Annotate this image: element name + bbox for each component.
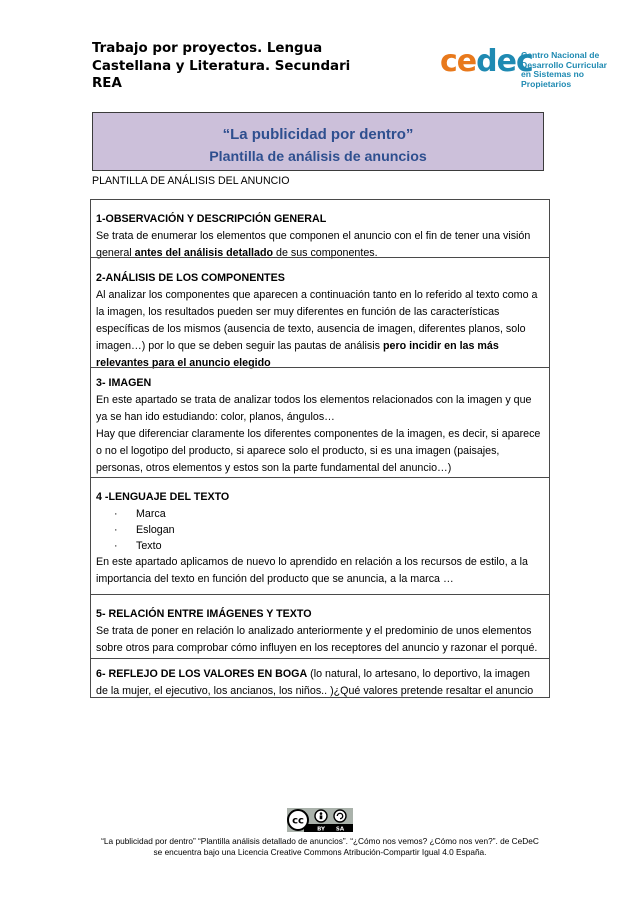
title-banner [92,112,544,171]
section-2-components [90,257,550,367]
section-4-text-language [90,477,550,594]
section-text: En este apartado aplicamos de nuevo lo aprendido en relación a los recursos de estilo, a la importancia del texto en función del producto que se anuncia, a la marca … [96,555,528,585]
bullet-item: · Texto [96,538,544,554]
logo-word-part-dec: dec [476,44,533,79]
by-person-body [320,815,323,819]
section-3-image [90,367,550,477]
creative-commons-badge [287,808,353,832]
section-bullet-list [96,506,544,554]
cedec-logo-word [440,44,533,79]
license-footer [88,836,552,859]
sa-label: SA [335,826,345,832]
text-part: Se trata de enumerar los elementos que componen el anuncio con el fin de tener una visión general [96,229,531,259]
section-5-image-text-relation [90,594,550,658]
sa-share-alike-icon [334,810,346,822]
cedec-logo-caption: Centro Nacional de Desarrollo Curricular en Sistemas no Propietarios [521,50,607,89]
text-part: Al analizar los componentes que aparecen a continuación tanto en lo referido al texto como a la imagen, los resultados pueden ser muy diferentes en función de las características específicas de los mismos (ausencia de texto, ausencia de imagen, diferentes planos, solo imagen…) por lo que se deben seguir las pautas de análisis [96,288,538,352]
section-1-observation [90,199,550,257]
footer-line-2: se encuentra bajo una Licencia Creative Commons Atribución-Compartir Igual 4.0 España. [153,847,487,858]
bullet-item: · Eslogan [96,522,544,538]
badge-label-strip [304,824,353,832]
section-text [96,666,544,700]
section-text: En este apartado se trata de analizar todos los elementos relacionados con la imagen y que ya se han ido estudiando: color, planos, ángulos… [96,393,532,423]
by-label: BY [317,826,325,832]
section-heading: 4 -LENGUAJE DEL TEXTO [96,491,230,503]
text-part: (lo natural, lo artesano, lo deportivo, la imagen de la mujer, el ejecutivo, los ancianos, los niños.. )¿Qué valores pretende resaltar el anuncio [96,668,534,697]
cc-icon-label: cc [292,815,304,827]
text-bold-part: pero incidir en las más relevantes para el anuncio elegido [96,339,499,369]
section-6-values [90,658,550,698]
by-person-head [320,812,323,815]
section-heading: 1-OBSERVACIÓN Y DESCRIPCIÓN GENERAL [96,213,327,225]
footer-line-1: “La publicidad por dentro” “Plantilla análisis detallado de anuncios”. “¿Cómo nos vemos? ¿Cómo nos ven?”. de CeDeC [101,836,539,846]
document-header-title: Trabajo por proyectos. Lengua Castellana y Literatura. Secundari REA [92,41,351,91]
template-subtitle: PLANTILLA DE ANÁLISIS DEL ANUNCIO [92,175,290,187]
section-heading: 6- REFLEJO DE LOS VALORES EN BOGA [96,668,308,680]
section-text: Hay que diferenciar claramente los diferentes componentes de la imagen, es decir, si aparece o no el logotipo del producto, si aparece solo el producto, si es una imagen (paisajes, personas, otros elementos y estos son la parte fundamental del anuncio…) [96,427,541,474]
logo-word-part-ce: ce [440,44,477,79]
banner-title: “La publicidad por dentro” [222,126,414,143]
bullet-item: · Marca [96,506,544,522]
text-bold-part: antes del análisis detallado [134,246,274,259]
section-heading: 5- RELACIÓN ENTRE IMÁGENES Y TEXTO [96,608,312,620]
section-heading: 2-ANÁLISIS DE LOS COMPONENTES [96,272,285,284]
cedec-logo [440,44,610,89]
section-text: Se trata de poner en relación lo analizado anteriormente y el predominio de unos elementos sobre otros para comprobar cómo influyen en los receptores del anuncio y razonar el porqué. [96,624,538,654]
banner-subtitle: Plantilla de análisis de anuncios [209,149,427,165]
section-text [96,287,544,372]
section-heading: 3- IMAGEN [96,377,152,389]
text-part: de sus componentes. [273,246,378,259]
